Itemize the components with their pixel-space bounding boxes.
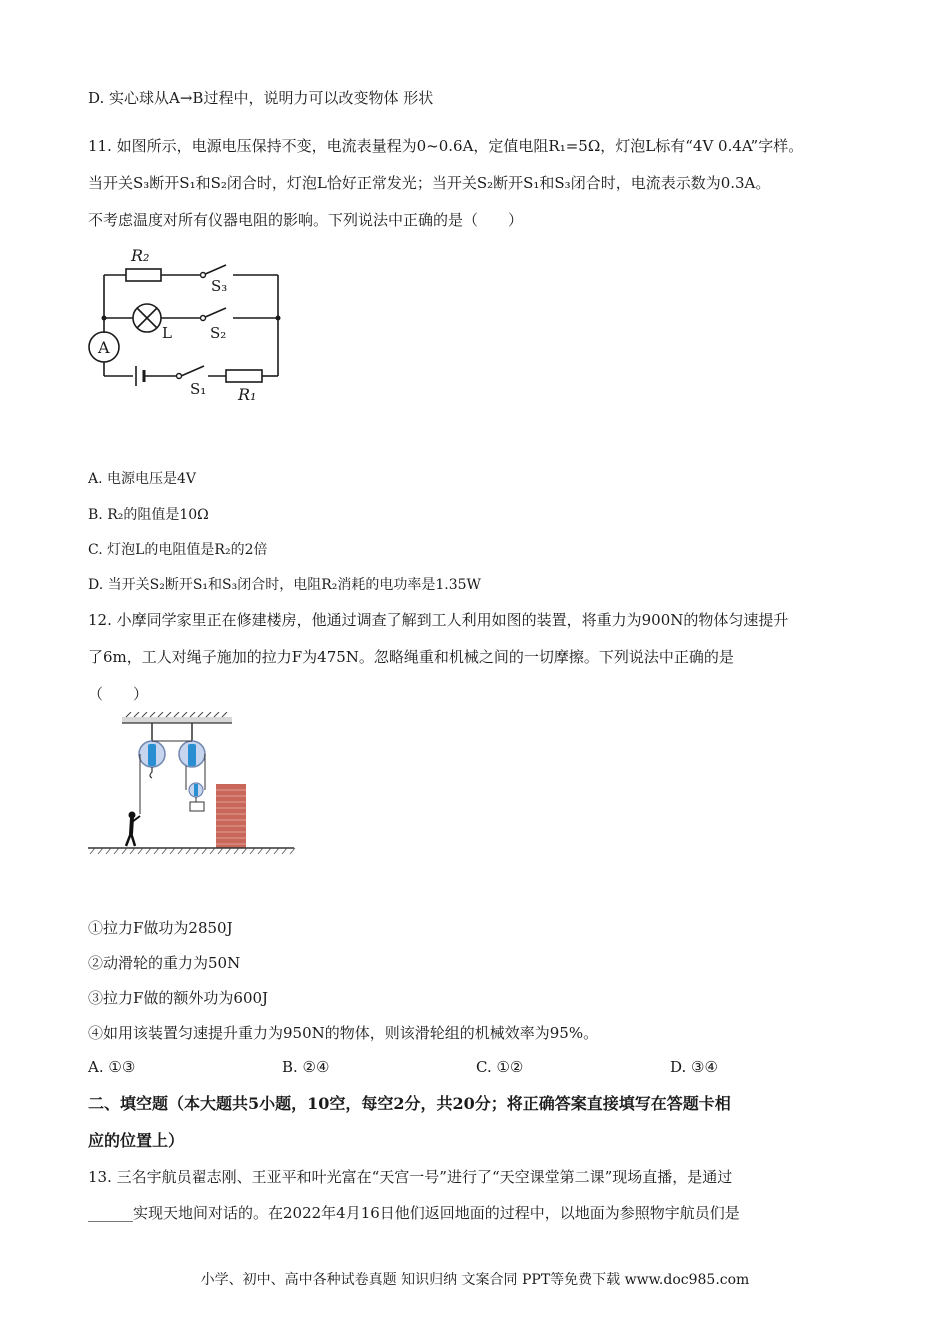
q13-stem-line1: 13. 三名宇航员翟志刚、王亚平和叶光富在“天宫一号”进行了“天空课堂第二课”现场直播，是通过 [88,1168,733,1186]
resistor-r1 [226,370,262,382]
q11-option-a: A. 电源电压是4V [88,471,197,487]
q11-option-c: C. 灯泡L的电阻值是R₂的2倍 [88,542,268,558]
q12-stem-line2: 了6m，工人对绳子施加的拉力F为475N。忽略绳重和机械之间的一切摩擦。下列说法中正确的是 [88,648,734,666]
q12-option-d: D. ③④ [670,1058,718,1076]
label-lamp: L [162,324,172,342]
q12-option-a: A. ①③ [88,1058,136,1076]
pulley-diagram [86,712,298,858]
worker-icon [126,812,140,847]
q12-statement-2: ②动滑轮的重力为50N [88,954,241,972]
q11-stem-line3: 不考虑温度对所有仪器电阻的影响。下列说法中正确的是（ ） [88,211,524,229]
q12-statement-3: ③拉力F做的额外功为600J [88,989,269,1007]
q12-stem-line1: 12. 小摩同学家里正在修建楼房，他通过调查了解到工人利用如图的装置，将重力为900N的物体匀速提升 [88,611,789,629]
brick-wall [216,784,246,848]
q11-option-d: D. 当开关S₂断开S₁和S₃闭合时，电阻R₂消耗的电功率是1.35W [88,577,481,593]
q12-stem-line3: （ ） [88,685,149,703]
q12-statement-1: ①拉力F做功为2850J [88,919,233,937]
q11-stem-line2: 当开关S₃断开S₁和S₂闭合时，灯泡L恰好正常发光；当开关S₂断开S₁和S₃闭合时，电流表示数为0.3A。 [88,174,771,192]
page-footer: 小学、初中、高中各种试卷真题 知识归纳 文案合同 PPT等免费下载 www.doc985.com [200,1272,750,1288]
q12-option-b: B. ②④ [282,1058,330,1076]
section-2-heading-line1: 二、填空题（本大题共5小题，10空，每空2分，共20分；将正确答案直接填写在答题卡相 [88,1094,731,1113]
q12-statement-4: ④如用该装置匀速提升重力为950N的物体，则该滑轮组的机械效率为95%。 [88,1024,599,1042]
section-2-heading-line2: 应的位置上） [88,1131,185,1150]
q12-option-c: C. ①② [476,1058,524,1076]
label-s1: S₁ [190,380,207,398]
resistor-r2 [126,269,161,281]
label-s3: S₃ [211,277,228,295]
q13-stem-line2: ______实现天地间对话的。在2022年4月16日他们返回地面的过程中，以地面为参照物宇航员们是 [88,1204,740,1222]
label-s2: S₂ [210,324,227,342]
load-box [190,802,204,811]
q11-option-b: B. R₂的阻值是10Ω [88,507,209,523]
q11-stem-line1: 11. 如图所示，电源电压保持不变，电流表量程为0~0.6A，定值电阻R₁=5Ω，灯泡L标有“4V 0.4A”字样。 [88,137,804,155]
q10-option-d: D. 实心球从A→B过程中，说明力可以改变物体 形状 [88,89,434,107]
label-ammeter: A [98,338,110,357]
label-r1: R₁ [238,385,257,404]
circuit-diagram [86,240,306,420]
label-r2: R₂ [131,246,150,265]
